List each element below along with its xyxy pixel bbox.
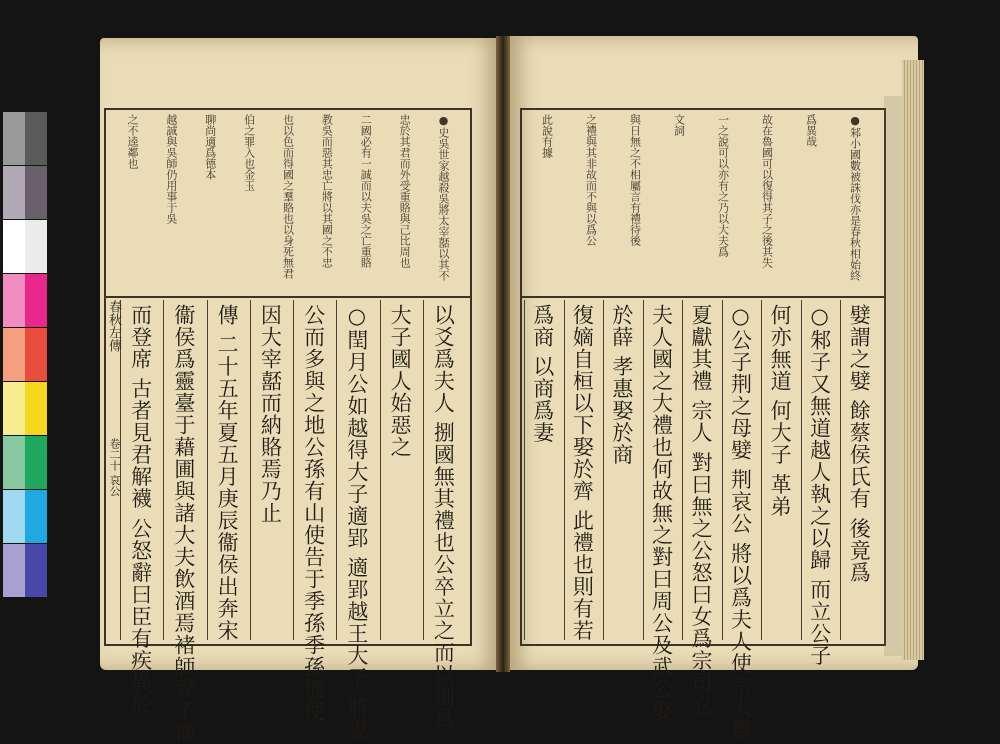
commentary-column: 故在魯國可以復得其子之後其失 [760,114,774,268]
calibration-swatch [25,490,47,543]
text-column: 夫人國之大禮也何故無之對曰周公及武公娶 [649,304,674,722]
text-column: 夏獻其禮 宗人 對曰無之公怒曰女爲宗司立 [689,304,713,716]
commentary-column: 之禮與其非故而不與以爲公 [584,114,598,246]
text-column: 衞侯爲靈臺于藉圃與諸大夫飲酒焉褚師聲子襪 [171,304,196,744]
left-margin-title: 春秋左傳 [106,300,121,352]
left-page-divider [104,296,472,298]
commentary-column: 一之說可以亦有之乃以大夫爲 [716,114,730,257]
calibration-swatch [3,544,25,597]
column-rule [207,300,208,640]
commentary-column: 教吳而惡其忠亡將以其國之不忠 [320,114,334,268]
column-rule [163,300,164,640]
column-rule [840,300,841,640]
calibration-swatch [25,112,47,165]
calibration-swatch [25,544,47,597]
text-column: 何亦無道 何大子 革弟 [768,304,793,518]
left-page [100,38,502,744]
text-column: 傳 二十五年夏五月庚辰衞侯出奔宋 [215,304,240,642]
calibration-swatch [3,328,25,381]
right-page-divider [520,296,886,298]
text-column: 復嫡自桓以下娶於齊 此禮也則有若 [570,304,595,642]
commentary-column: 文詞 [672,114,686,136]
color-calibration-strip [3,112,47,598]
commentary-column: 越誠與吳師仍用事于吳 [164,114,178,224]
calibration-swatch [3,220,25,273]
text-column: 公而多與之地公孫有山使告于季孫季孫懼使 [301,304,326,722]
column-rule [682,300,683,640]
text-column: 爲商 以商爲妻 [530,304,555,444]
right-page [506,36,918,741]
book-gutter [496,36,510,672]
text-column: 大子國人始惡之 [388,304,413,458]
calibration-swatch [3,274,25,327]
calibration-swatch [25,382,47,435]
left-margin-volume: 卷二十 哀公 [108,438,121,497]
calibration-swatch [25,274,47,327]
column-rule [564,300,565,640]
calibration-swatch [3,436,25,489]
commentary-column: 與日無之不相屬言有禮待後 [628,114,642,246]
commentary-column: 二國必有一誠而以夫吳之亡重賂 [359,114,373,268]
column-rule [250,300,251,640]
calibration-swatch [25,220,47,273]
column-rule [423,300,424,640]
calibration-swatch [3,490,25,543]
text-column: ○邾子又無道越人執之以歸 而立公子 [807,304,832,667]
text-column: 而登席 古者見君解襪 公怒辭曰臣有疾異於 [128,304,153,716]
commentary-column: 聊尚適爲德本 [203,114,217,180]
commentary-column: 忠於其君而外受重賂與己比周也 [398,114,412,268]
text-column: ○公子荆之母嬖 荆哀公 將以爲夫人使宗人釁 [728,304,753,741]
column-rule [380,300,381,640]
calibration-swatch [25,328,47,381]
column-rule [722,300,723,640]
column-rule [761,300,762,640]
calibration-swatch [25,436,47,489]
page-edges [902,60,924,660]
column-rule [603,300,604,640]
text-column: 以爻爲夫人 捌國無其禮也公卒立之而以荆爲 [431,304,456,730]
text-column: 於薛 孝惠娶於商 [609,304,634,466]
calibration-swatch [3,112,25,165]
commentary-column: ●史吳世家越殺吳將太宰嚭以其不 [437,114,451,281]
commentary-column: 也以色而得國之羣賂也以身死無君 [281,114,295,279]
column-rule [801,300,802,640]
calibration-swatch [3,166,25,219]
calibration-swatch [3,382,25,435]
column-rule [293,300,294,640]
commentary-column: 伯之罪入也金玉 [242,114,256,191]
text-column: 因大宰嚭而納賂焉乃止 [258,304,283,524]
text-column: 嬖謂之嬖 餘蔡侯氏有 後竟爲 [847,304,872,584]
column-rule [643,300,644,640]
commentary-column: 之不逵鄰也 [125,114,139,169]
calibration-swatch [25,166,47,219]
column-rule [524,300,525,640]
commentary-column: ●邾小國數被誅伐亦是春秋相始終 [848,114,862,281]
text-column: ○閏月公如越得大子適郢 適郢越王大子 將妻 [344,304,369,741]
commentary-column: 爲異哉 [804,114,818,147]
commentary-column: 此說有據 [540,114,554,158]
column-rule [336,300,337,640]
